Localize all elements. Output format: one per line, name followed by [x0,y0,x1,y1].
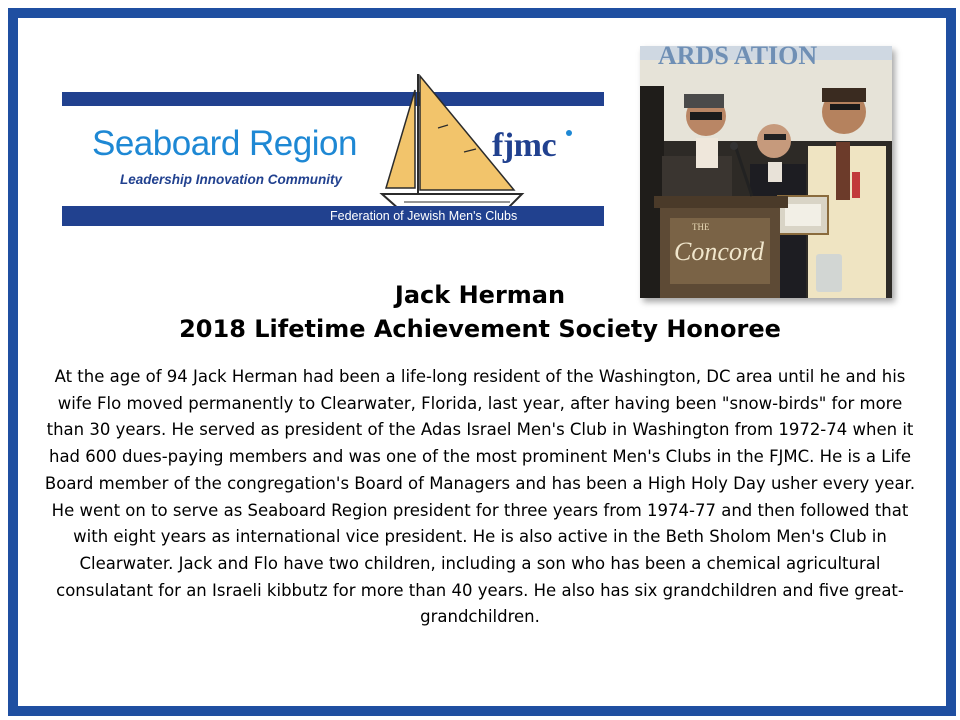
podium-small-text: THE [692,222,710,232]
seaboard-region-logo [62,70,604,228]
honoree-photo [640,46,892,298]
honoree-award-title: 2018 Lifetime Achievement Society Honoree [179,315,781,343]
award-ceremony-photo-icon [640,46,892,298]
logo-org-abbreviation: fjmc [492,127,557,164]
banner-text: ARDS ATION [658,46,818,70]
logo-mark-dot [566,130,572,136]
podium-text: Concord [674,237,765,266]
logo-region-name: Seaboard Region [92,124,357,163]
honoree-name: Jack Herman [394,281,566,309]
logo-tagline: Leadership Innovation Community [120,172,343,187]
honoree-biography: At the age of 94 Jack Herman had been a life-long resident of the Washington, DC area until he and his wife Flo moved permanently to Clearwater, Florida, last year, after having been "snow-birds" for more than 30 years. He served as president of the Adas Israel Men's Club in Washington from 1972-74 when it had 600 dues-paying members and was one of the most prominent Men's Clubs in the FJMC. He is a Life Board member of the congregation's Board of Managers and has been a High Holy Day usher every year. He went on to serve as Seaboard Region president for three years from 1974-77 and then followed that with eight years as international vice president. He is also active in the Beth Sholom Men's Club in Clearwater. Jack and Flo have two children, including a son who has been a chemical agricultural consulatant for an Israeli kibbutz for more than 40 years. He also has six grandchildren and five great-grandchildren. [44,367,916,627]
logo-federation-name: Federation of Jewish Men's Clubs [330,209,518,223]
